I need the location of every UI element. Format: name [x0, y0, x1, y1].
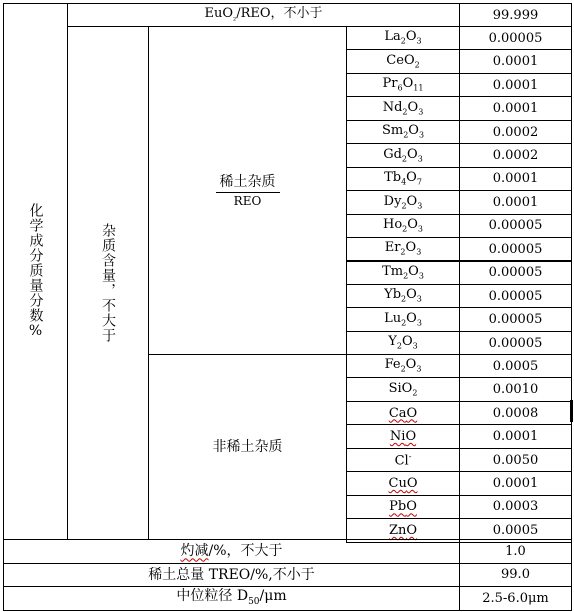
header-label-cell — [67, 3, 460, 27]
edge-mark — [570, 400, 573, 422]
footer-value: 99.0 — [501, 567, 530, 583]
re-row-value-cell — [459, 96, 572, 120]
re-row-value: 0.00005 — [488, 218, 543, 234]
re-row-value-cell — [459, 120, 572, 144]
non-re-row-value-cell — [459, 377, 572, 401]
footer-label-cell — [3, 539, 460, 564]
formula: $Tm_2O_3$ — [382, 263, 424, 281]
re-row-value: 0.0002 — [492, 124, 539, 140]
non-re-row-value: 0.0001 — [492, 429, 539, 445]
formula: CeO$_2$ — [386, 52, 420, 70]
footer-label: 稀土总量 TREO/%,不小于 — [148, 566, 315, 583]
re-row-value: 0.0001 — [492, 194, 539, 210]
formula: Cl- — [394, 451, 412, 469]
re-group-denominator: REO — [233, 193, 262, 208]
re-row-value-cell — [459, 237, 572, 261]
re-row-formula-cell — [346, 167, 460, 191]
formula: $Ho_2O_3$ — [382, 217, 424, 234]
non-re-row-value-cell — [459, 354, 572, 378]
formula: CuO — [388, 475, 418, 491]
re-row-value-cell — [459, 49, 572, 73]
formula: NiO — [389, 429, 417, 445]
footer-value: 1.0 — [505, 543, 526, 559]
re-group-cell — [148, 26, 347, 355]
non-re-group-label: 非稀土杂质 — [212, 439, 283, 455]
non-re-row-value-cell — [459, 471, 572, 495]
re-row-value-cell — [459, 284, 572, 308]
formula: SiO$_2$ — [388, 380, 418, 398]
re-row-formula-cell — [346, 307, 460, 331]
re-row-formula-cell — [346, 190, 460, 214]
re-row-value: 0.00005 — [488, 312, 543, 328]
footer-label: 中位粒径 $D_{50}/\mu m$ — [176, 588, 287, 608]
re-row-value: 0.0001 — [492, 54, 539, 70]
re-row-value: 0.0001 — [492, 77, 539, 93]
re-row-formula-cell — [346, 261, 460, 285]
non-re-row-formula-cell — [346, 377, 460, 401]
re-row-value-cell — [459, 214, 572, 238]
re-row-formula-cell — [346, 237, 460, 261]
non-re-row-formula-cell — [346, 401, 460, 425]
non-re-row-formula-cell — [346, 354, 460, 378]
re-row-formula-cell — [346, 49, 460, 73]
formula: $La_2O_3$ — [384, 29, 422, 47]
vertical-label: 化学成分质量分数% — [27, 203, 44, 340]
re-row-value-cell — [459, 261, 572, 285]
re-row-formula-cell — [346, 96, 460, 120]
header-value-cell — [459, 3, 572, 27]
non-re-group-cell — [148, 354, 347, 540]
non-re-row-formula-cell — [346, 424, 460, 448]
non-re-row-value: 0.0003 — [492, 499, 539, 515]
header-value: 99.999 — [492, 7, 539, 23]
footer-label-cell — [3, 586, 460, 611]
re-row-formula-cell — [346, 120, 460, 144]
footer-label: 灼减/%，不大于 — [180, 543, 283, 560]
footer-value-cell — [459, 586, 572, 611]
re-row-formula-cell — [346, 26, 460, 50]
impurity-label-cell — [67, 26, 149, 540]
vertical-label: 杂质含量，不大于 — [100, 223, 116, 343]
re-row-formula-cell — [346, 73, 460, 97]
formula: $Yb_2O_3$ — [384, 287, 422, 304]
formula: $Dy_2O_3$ — [383, 193, 423, 211]
re-row-value-cell — [459, 143, 572, 167]
re-row-value: 0.00005 — [488, 241, 543, 257]
non-re-row-value: 0.0005 — [492, 522, 539, 538]
footer-value-cell — [459, 539, 572, 564]
re-row-value: 0.00005 — [488, 335, 543, 351]
re-group-numerator: 稀土杂质 — [216, 175, 280, 193]
re-row-formula-cell — [346, 143, 460, 167]
non-re-row-value: 0.0005 — [492, 358, 539, 374]
formula: $Y_2O_3$ — [388, 334, 418, 351]
non-re-row-formula-cell — [346, 495, 460, 519]
formula: $Sm_2O_3$ — [381, 123, 425, 140]
re-row-value-cell — [459, 167, 572, 191]
non-re-row-value-cell — [459, 401, 572, 425]
non-re-row-value: 0.0008 — [492, 405, 539, 421]
re-row-value-cell — [459, 307, 572, 331]
footer-value-cell — [459, 563, 572, 588]
re-row-value: 0.0001 — [492, 101, 539, 117]
formula: PbO — [389, 499, 417, 515]
formula: $Tb_4O_7$ — [384, 170, 422, 187]
footer-value: 2.5-6.0μm — [482, 590, 549, 606]
formula: ZnO — [388, 522, 418, 538]
non-re-row-value-cell — [459, 495, 572, 519]
re-row-value: 0.0001 — [492, 171, 539, 187]
re-row-value-cell — [459, 331, 572, 355]
non-re-row-formula-cell — [346, 448, 460, 472]
formula: $Lu_2O_3$ — [384, 310, 422, 328]
non-re-row-value-cell — [459, 448, 572, 472]
formula: $Gd_2O_3$ — [383, 146, 423, 164]
re-row-value: 0.00005 — [488, 288, 543, 304]
non-re-row-formula-cell — [346, 471, 460, 495]
non-re-row-value-cell — [459, 424, 572, 448]
section-label-cell — [3, 3, 68, 540]
re-row-value: 0.00005 — [488, 265, 543, 281]
re-row-formula-cell — [346, 284, 460, 308]
re-row-value-cell — [459, 73, 572, 97]
non-re-row-value: 0.0010 — [492, 382, 539, 398]
non-re-row-value: 0.0050 — [492, 452, 539, 468]
formula: $Nd_2O_3$ — [382, 99, 424, 117]
re-row-value: 0.0002 — [492, 147, 539, 163]
footer-label-cell — [3, 563, 460, 588]
re-row-value-cell — [459, 26, 572, 50]
re-row-value-cell — [459, 190, 572, 214]
formula: $Pr_6O_{11}$ — [382, 76, 424, 93]
formula: $Fe_2O_3$ — [384, 357, 422, 375]
non-re-row-value: 0.0001 — [492, 475, 539, 491]
re-row-formula-cell — [346, 331, 460, 355]
re-row-value: 0.00005 — [488, 30, 543, 46]
formula: CaO — [388, 405, 418, 421]
formula: $Er_2O_3$ — [384, 240, 422, 258]
header-label: EuO$_{_2}$/REO，不小于 — [204, 6, 323, 23]
re-row-formula-cell — [346, 214, 460, 238]
